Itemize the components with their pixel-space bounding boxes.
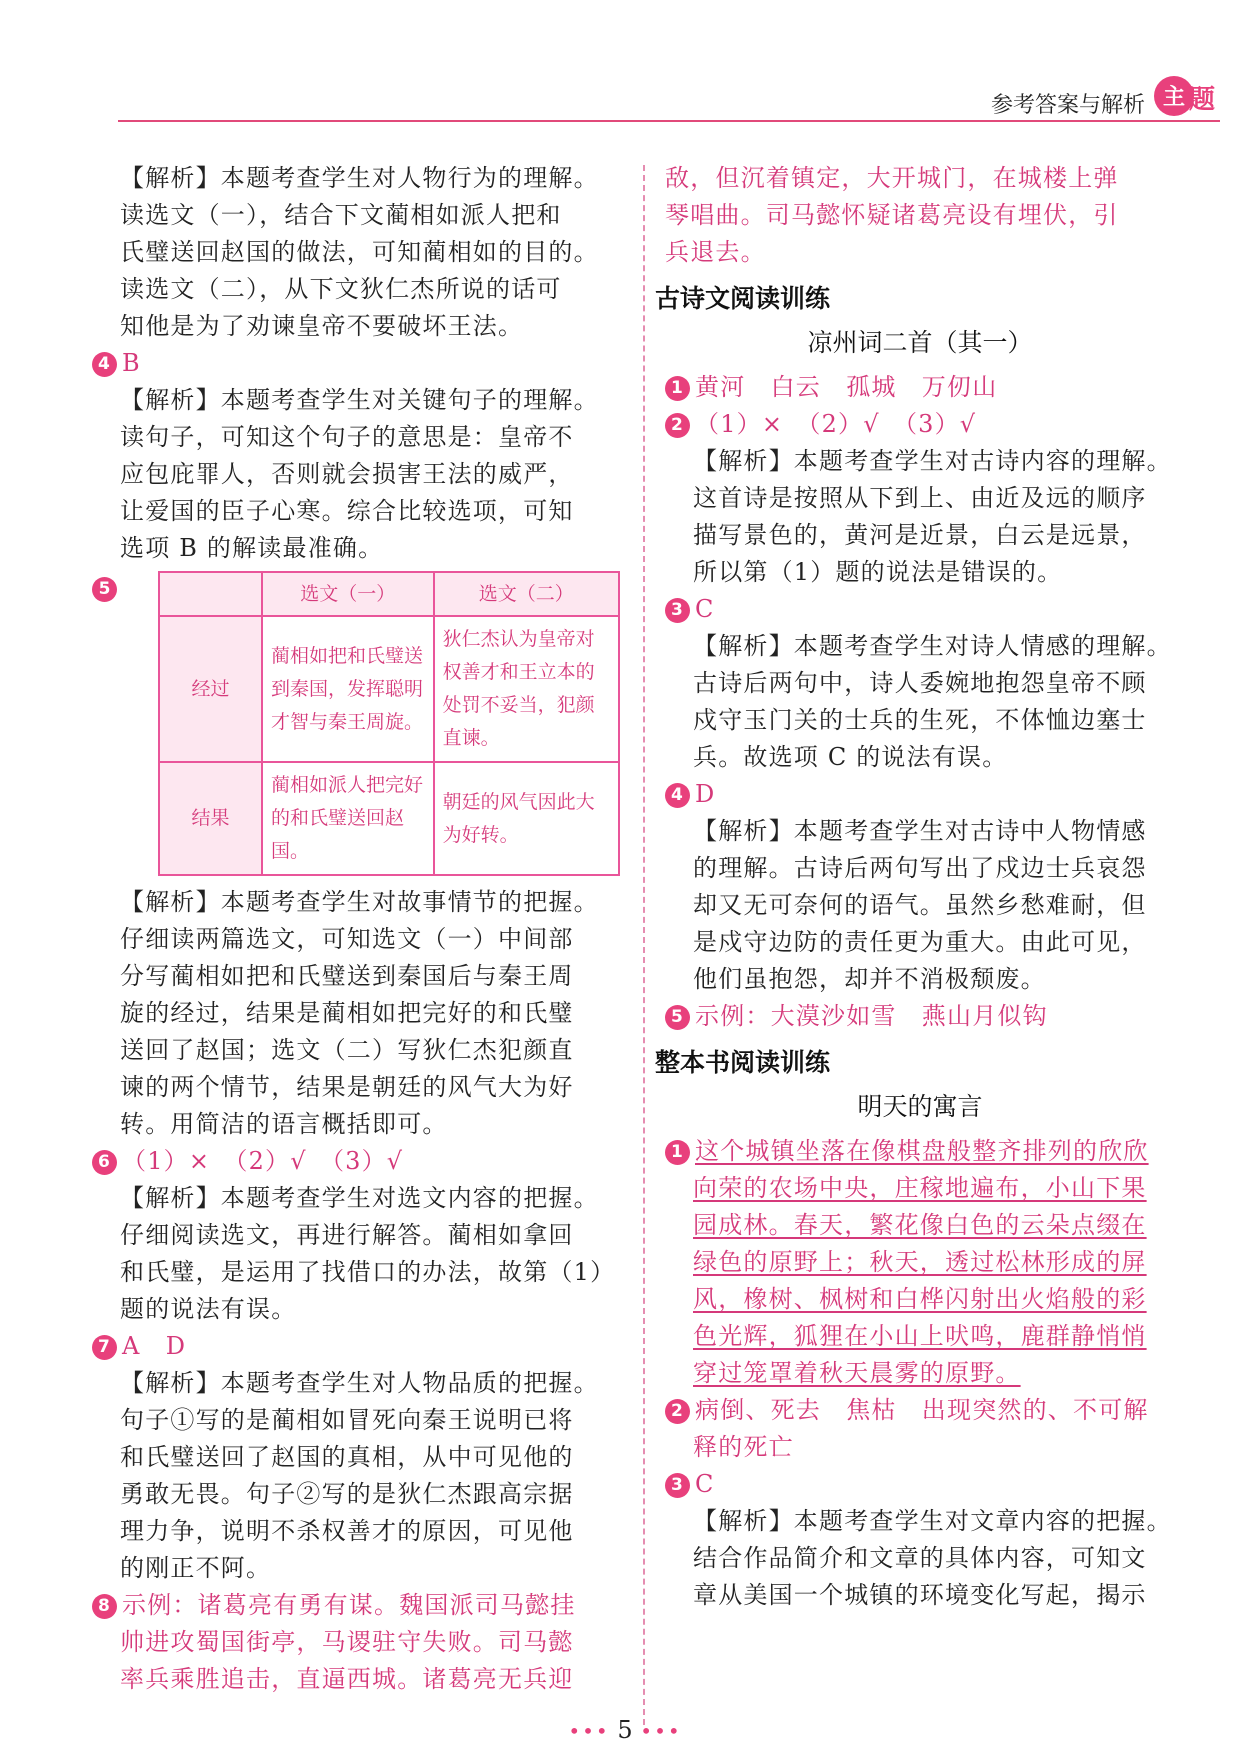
text-line: 【解析】本题考查学生对故事情节的把握。 bbox=[120, 888, 599, 916]
b1-number: 1 bbox=[665, 1140, 690, 1165]
p5-number: 5 bbox=[665, 1005, 690, 1030]
q5-number: 5 bbox=[92, 577, 117, 602]
text-line: 让爱国的臣子心寒。综合比较选项，可知 bbox=[120, 497, 574, 525]
text-line: 的刚正不阿。 bbox=[120, 1554, 272, 1582]
text-line: 病倒、死去 焦枯 出现突然的、不可解 bbox=[695, 1396, 1149, 1424]
text-line: 却又无可奈何的语气。虽然乡愁难耐，但 bbox=[693, 891, 1147, 919]
text-line: 勇敢无畏。句子②写的是狄仁杰跟高宗据 bbox=[120, 1480, 574, 1508]
b2-number: 2 bbox=[665, 1399, 690, 1424]
q8-number: 8 bbox=[92, 1594, 117, 1619]
p1-number: 1 bbox=[665, 376, 690, 401]
text-line: 送回了赵国；选文（二）写狄仁杰犯颜直 bbox=[120, 1036, 574, 1064]
b1 bbox=[665, 1133, 1175, 1392]
text-line: 琴唱曲。司马懿怀疑诸葛亮设有埋伏，引 bbox=[665, 201, 1119, 229]
text-line: 帅进攻蜀国街亭，马谡驻守失败。司马懿 bbox=[120, 1628, 574, 1656]
svg-text:题: 题 bbox=[1188, 85, 1216, 115]
text-line: 释的死亡 bbox=[693, 1433, 794, 1461]
table-header: 选文（一） bbox=[262, 572, 434, 616]
q4-number: 4 bbox=[92, 352, 117, 377]
page-header bbox=[0, 0, 1250, 125]
text-line: 这首诗是按照从下到上、由近及远的顺序 bbox=[693, 484, 1147, 512]
p5-answer: 示例：大漠沙如雪 燕山月似钩 bbox=[695, 1002, 1048, 1030]
p4 bbox=[665, 776, 1175, 998]
table-row-head: 经过 bbox=[159, 616, 262, 762]
q7-answer: A D bbox=[122, 1332, 187, 1360]
text-line: 结合作品简介和文章的具体内容，可知文 bbox=[693, 1544, 1147, 1572]
text-line: 读选文（一），结合下文蔺相如派人把和 bbox=[120, 201, 562, 229]
b3-answer: C bbox=[695, 1470, 715, 1498]
p5 bbox=[665, 998, 1175, 1035]
text-line: 【解析】本题考查学生对文章内容的把握。 bbox=[693, 1507, 1172, 1535]
text-line: 示例：诸葛亮有勇有谋。魏国派司马懿挂 bbox=[122, 1591, 576, 1619]
b2 bbox=[665, 1392, 1175, 1466]
text-line: 和氏璧送回了赵国的真相，从中可见他的 bbox=[120, 1443, 574, 1471]
text-line: 色光辉，狐狸在小山上吠鸣，鹿群静悄悄 bbox=[693, 1322, 1147, 1350]
text-line: 题的说法有误。 bbox=[120, 1295, 297, 1323]
text-line: 所以第（1）题的说法是错误的。 bbox=[693, 558, 1063, 586]
svg-text:主: 主 bbox=[1162, 85, 1186, 110]
p3 bbox=[665, 591, 1175, 776]
p3-answer: C bbox=[695, 595, 715, 623]
table-row-head: 结果 bbox=[159, 762, 262, 875]
text-line: 【解析】本题考查学生对人物品质的把握。 bbox=[120, 1369, 599, 1397]
text-line: 【解析】本题考查学生对诗人情感的理解。 bbox=[693, 632, 1172, 660]
q4-answer: B bbox=[122, 349, 141, 377]
right-column bbox=[655, 160, 1175, 1614]
text-line: 【解析】本题考查学生对关键句子的理解。 bbox=[120, 386, 599, 414]
text-line: 选项 B 的解读最准确。 bbox=[120, 534, 384, 562]
text-line: 【解析】本题考查学生对选文内容的把握。 bbox=[120, 1184, 599, 1212]
text-line: 这个城镇坐落在像棋盘般整齐排列的欣欣 bbox=[695, 1137, 1149, 1165]
q8 bbox=[97, 1587, 625, 1698]
theme-badge-icon bbox=[1152, 72, 1220, 120]
p4-answer: D bbox=[695, 780, 716, 808]
text-line: 读选文（二），从下文狄仁杰所说的话可 bbox=[120, 275, 562, 303]
poem-title: 凉州词二首（其一） bbox=[807, 328, 1033, 357]
text-line: 谏的两个情节，结果是朝廷的风气大为好 bbox=[120, 1073, 574, 1101]
text-line: 描写景色的，黄河是近景，白云是远景， bbox=[693, 521, 1147, 549]
q4 bbox=[97, 345, 625, 567]
text-line: 园成林。春天，繁花像白色的云朵点缀在 bbox=[693, 1211, 1147, 1239]
text-line: 古诗后两句中，诗人委婉地抱怨皇帝不顾 bbox=[693, 669, 1147, 697]
dots-decoration-icon: ••• bbox=[640, 1719, 682, 1743]
b3-number: 3 bbox=[665, 1473, 690, 1498]
book-title: 明天的寓言 bbox=[857, 1092, 983, 1121]
header-title: 参考答案与解析 bbox=[990, 93, 1145, 118]
text-line: 兵。故选项 C 的说法有误。 bbox=[693, 743, 1008, 771]
dots-decoration-icon: ••• bbox=[568, 1719, 610, 1743]
p2-number: 2 bbox=[665, 413, 690, 438]
q7-number: 7 bbox=[92, 1335, 117, 1360]
text-line: 他们虽抱怨，却并不消极颓废。 bbox=[693, 965, 1046, 993]
text-line: 句子①写的是蔺相如冒死向秦王说明已将 bbox=[120, 1406, 574, 1434]
page-number bbox=[0, 1716, 1250, 1744]
text-line: 穿过笼罩着秋天晨雾的原野。 bbox=[693, 1359, 1021, 1387]
p2-answer: （1）× （2）√ （3）√ bbox=[695, 410, 977, 438]
text-line: 的理解。古诗后两句写出了戍边士兵哀怨 bbox=[693, 854, 1147, 882]
q3-analysis bbox=[120, 160, 625, 345]
text-line: 【解析】本题考查学生对古诗内容的理解。 bbox=[693, 447, 1172, 475]
table-cell: 朝廷的风气因此大为好转。 bbox=[434, 762, 619, 875]
comparison-table bbox=[158, 571, 620, 876]
text-line: 向荣的农场中央，庄稼地遍布，小山下果 bbox=[693, 1174, 1147, 1202]
text-line: 转。用简洁的语言概括即可。 bbox=[120, 1110, 448, 1138]
section-title-books: 整本书阅读训练 bbox=[655, 1048, 831, 1077]
table-cell: 蔺相如把和氏璧送到秦国，发挥聪明才智与秦王周旋。 bbox=[262, 616, 434, 762]
p3-number: 3 bbox=[665, 598, 690, 623]
text-line: 兵退去。 bbox=[665, 238, 766, 266]
table-header: 选文（二） bbox=[434, 572, 619, 616]
left-column bbox=[97, 160, 625, 1698]
page-number-text: 5 bbox=[617, 1716, 633, 1744]
q6-answer: （1）× （2）√ （3）√ bbox=[122, 1147, 404, 1175]
q7 bbox=[97, 1328, 625, 1587]
header-rule bbox=[118, 120, 1220, 122]
text-line: 戍守玉门关的士兵的生死，不体恤边塞士 bbox=[693, 706, 1147, 734]
text-line: 敌，但沉着镇定，大开城门，在城楼上弹 bbox=[665, 164, 1119, 192]
q8-continued bbox=[665, 160, 1175, 271]
table-cell: 蔺相如派人把完好的和氏璧送回赵国。 bbox=[262, 762, 434, 875]
p1 bbox=[665, 369, 1175, 406]
p2 bbox=[665, 406, 1175, 591]
text-line: 【解析】本题考查学生对人物行为的理解。 bbox=[120, 164, 599, 192]
q5-analysis bbox=[120, 884, 625, 1143]
text-line: 知他是为了劝谏皇帝不要破坏王法。 bbox=[120, 312, 524, 340]
text-line: 理力争，说明不杀权善才的原因，可见他 bbox=[120, 1517, 574, 1545]
text-line: 应包庇罪人，否则就会损害王法的威严， bbox=[120, 460, 574, 488]
section-title-poetry: 古诗文阅读训练 bbox=[655, 284, 831, 313]
text-line: 读句子，可知这个句子的意思是：皇帝不 bbox=[120, 423, 574, 451]
p4-number: 4 bbox=[665, 783, 690, 808]
q6 bbox=[97, 1143, 625, 1328]
table-corner bbox=[159, 572, 262, 616]
column-divider bbox=[643, 165, 645, 1725]
text-line: 氏璧送回赵国的做法，可知蔺相如的目的。 bbox=[120, 238, 599, 266]
text-line: 和氏璧，是运用了找借口的办法，故第（1） bbox=[120, 1258, 616, 1286]
text-line: 仔细读两篇选文，可知选文（一）中间部 bbox=[120, 925, 574, 953]
text-line: 率兵乘胜追击，直逼西城。诸葛亮无兵迎 bbox=[120, 1665, 574, 1693]
text-line: 绿色的原野上；秋天，透过松林形成的屏 bbox=[693, 1248, 1147, 1276]
table-cell: 狄仁杰认为皇帝对权善才和王立本的处罚不妥当，犯颜直谏。 bbox=[434, 616, 619, 762]
text-line: 分写蔺相如把和氏璧送到秦国后与秦王周 bbox=[120, 962, 574, 990]
q6-number: 6 bbox=[92, 1150, 117, 1175]
text-line: 是戍守边防的责任更为重大。由此可见， bbox=[693, 928, 1147, 956]
text-line: 旋的经过，结果是蔺相如把完好的和氏璧 bbox=[120, 999, 574, 1027]
text-line: 章从美国一个城镇的环境变化写起，揭示 bbox=[693, 1581, 1147, 1609]
q5 bbox=[98, 571, 625, 876]
b3 bbox=[665, 1466, 1175, 1614]
text-line: 风，橡树、枫树和白桦闪射出火焰般的彩 bbox=[693, 1285, 1147, 1313]
text-line: 【解析】本题考查学生对古诗中人物情感 bbox=[693, 817, 1147, 845]
text-line: 仔细阅读选文，再进行解答。蔺相如拿回 bbox=[120, 1221, 574, 1249]
p1-answer: 黄河 白云 孤城 万仞山 bbox=[695, 373, 998, 401]
